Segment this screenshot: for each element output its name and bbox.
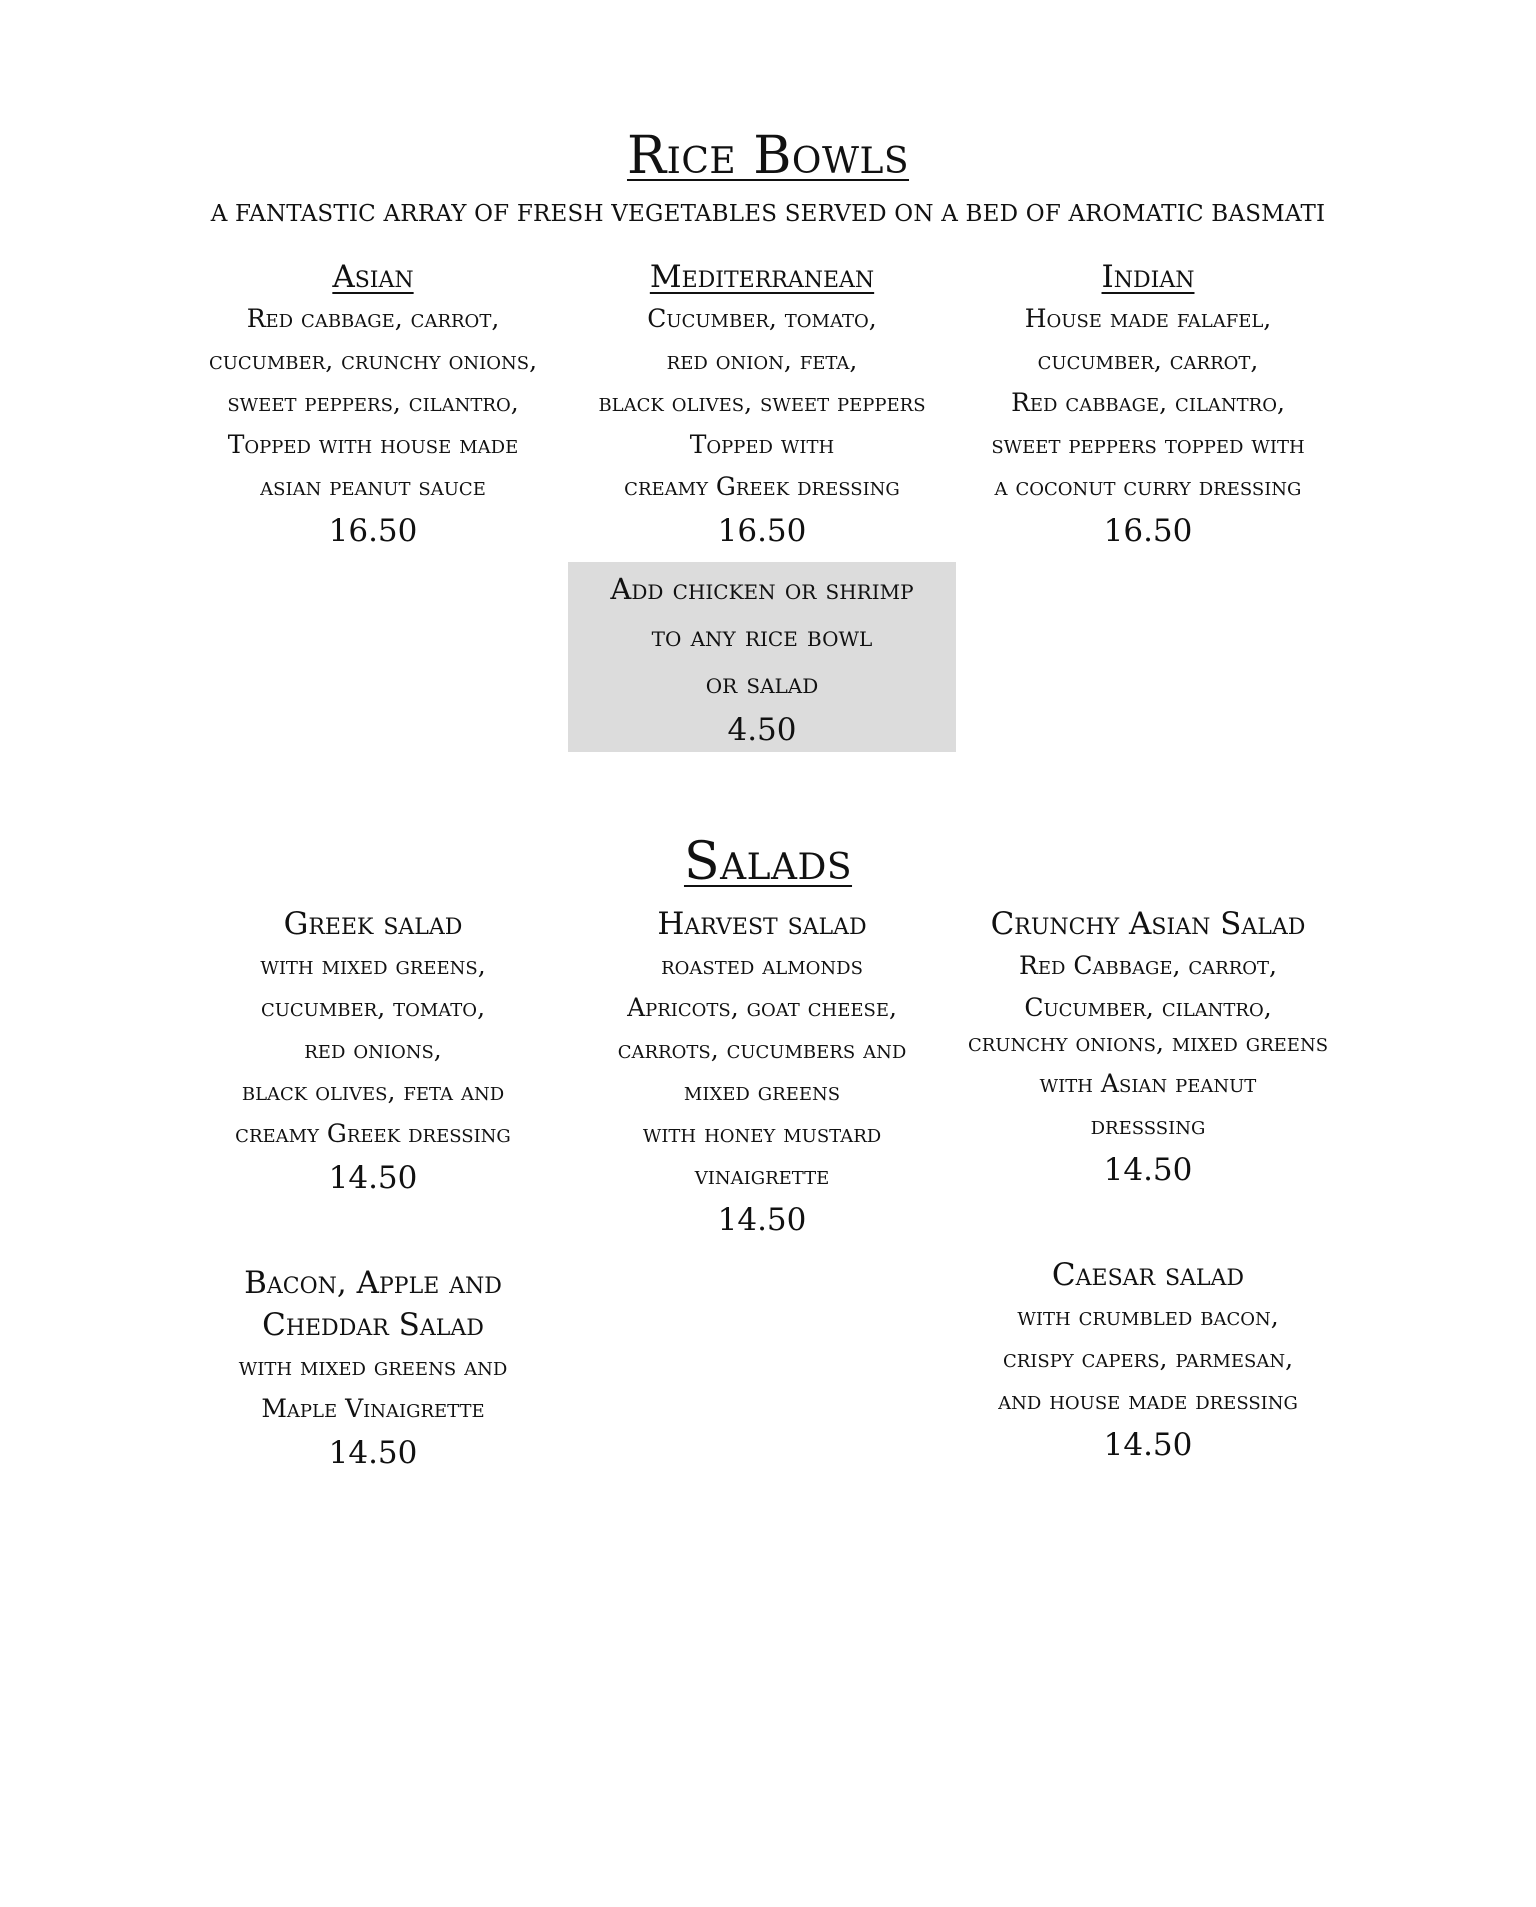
item-price: 16.50 <box>717 513 807 549</box>
item-description-line: asian peanut sauce <box>260 472 486 501</box>
addon-line: to any rice bowl <box>651 619 873 653</box>
item-description-line: Maple Vinaigrette <box>261 1394 485 1423</box>
menu-item-asian-bowl <box>178 256 568 554</box>
item-name: Crunchy Asian Salad <box>990 906 1306 942</box>
item-description-line: sweet peppers, cilantro, <box>227 388 519 417</box>
menu-item-bacon-apple-cheddar-salad <box>178 1262 568 1476</box>
salads-title: Salads <box>683 832 853 892</box>
item-description-line: cucumber, tomato, <box>260 993 486 1022</box>
item-description-line: Apricots, goat cheese, <box>627 993 897 1022</box>
item-description-line: sweet peppers topped with <box>991 430 1305 459</box>
item-description-line: Cucumber, tomato, <box>647 304 877 333</box>
item-description-line: with mixed greens, <box>260 951 486 980</box>
item-description-line: House made falafel, <box>1024 304 1272 333</box>
item-description-line: a coconut curry dressing <box>994 472 1302 501</box>
item-description-line: with Asian peanut <box>1039 1069 1257 1098</box>
addon-line: Add chicken or shrimp <box>610 572 914 606</box>
item-description-line: red onions, <box>304 1035 442 1064</box>
item-name: Asian <box>332 259 414 295</box>
item-price: 16.50 <box>1103 513 1193 549</box>
item-description-line: black olives, feta and <box>241 1077 505 1106</box>
item-name: Bacon, Apple and Cheddar Salad <box>244 1265 502 1343</box>
item-price: 14.50 <box>328 1160 418 1196</box>
item-description-line: Topped with <box>689 430 835 459</box>
item-description-line: roasted almonds <box>661 951 863 980</box>
item-description-line: dresssing <box>1090 1111 1206 1140</box>
item-description-line: vinaigrette <box>694 1161 830 1190</box>
item-name: Mediterranean <box>649 259 875 295</box>
addon-line: or salad <box>705 666 819 700</box>
rice-bowls-subtitle: A FANTASTIC ARRAY OF FRESH VEGETABLES SERVED ON A BED OF AROMATIC BASMATI <box>210 201 1326 227</box>
menu-item-caesar-salad <box>953 1254 1343 1468</box>
item-price: 14.50 <box>1103 1152 1193 1188</box>
item-description-line: Red cabbage, carrot, <box>246 304 500 333</box>
item-description-line: and house made dressing <box>998 1386 1298 1415</box>
menu-item-harvest-salad <box>567 903 957 1243</box>
item-description-line: with crumbled bacon, <box>1017 1302 1279 1331</box>
item-name: Caesar salad <box>1051 1257 1245 1293</box>
menu-item-mediterranean-bowl <box>567 256 957 554</box>
item-description-line: creamy Greek dressing <box>624 472 900 501</box>
menu-item-indian-bowl <box>953 256 1343 554</box>
item-description-line: with honey mustard <box>642 1119 882 1148</box>
item-price: 14.50 <box>1103 1427 1193 1463</box>
item-description-line: carrots, cucumbers and <box>617 1035 907 1064</box>
item-description-line: cucumber, carrot, <box>1037 346 1259 375</box>
item-description-line: crispy capers, parmesan, <box>1002 1344 1294 1373</box>
item-description-line: mixed greens <box>683 1077 841 1106</box>
item-description-line: Topped with house made <box>227 430 519 459</box>
item-name: Harvest salad <box>657 906 867 942</box>
item-description-line: red onion, feta, <box>666 346 858 375</box>
item-name: Greek salad <box>283 906 463 942</box>
addon-price: 4.50 <box>727 712 797 748</box>
item-description-line: creamy Greek dressing <box>235 1119 511 1148</box>
item-description-line: with mixed greens and <box>238 1352 508 1381</box>
item-description-line: Cucumber, cilantro, <box>1024 993 1272 1022</box>
addon-callout-box <box>568 562 956 752</box>
item-description-line: Red cabbage, cilantro, <box>1011 388 1285 417</box>
item-description-line: black olives, sweet peppers <box>598 388 926 417</box>
rice-bowls-title: Rice Bowls <box>626 126 910 186</box>
item-description-line: cucumber, crunchy onions, <box>208 346 538 375</box>
item-price: 14.50 <box>328 1435 418 1471</box>
menu-item-crunchy-asian-salad <box>953 903 1343 1193</box>
item-price: 14.50 <box>717 1202 807 1238</box>
item-name: Indian <box>1101 259 1195 295</box>
item-price: 16.50 <box>328 513 418 549</box>
item-description-line: Red Cabbage, carrot, <box>1019 951 1277 980</box>
menu-item-greek-salad <box>178 903 568 1201</box>
item-description-line: crunchy onions, mixed greens <box>967 1028 1329 1057</box>
